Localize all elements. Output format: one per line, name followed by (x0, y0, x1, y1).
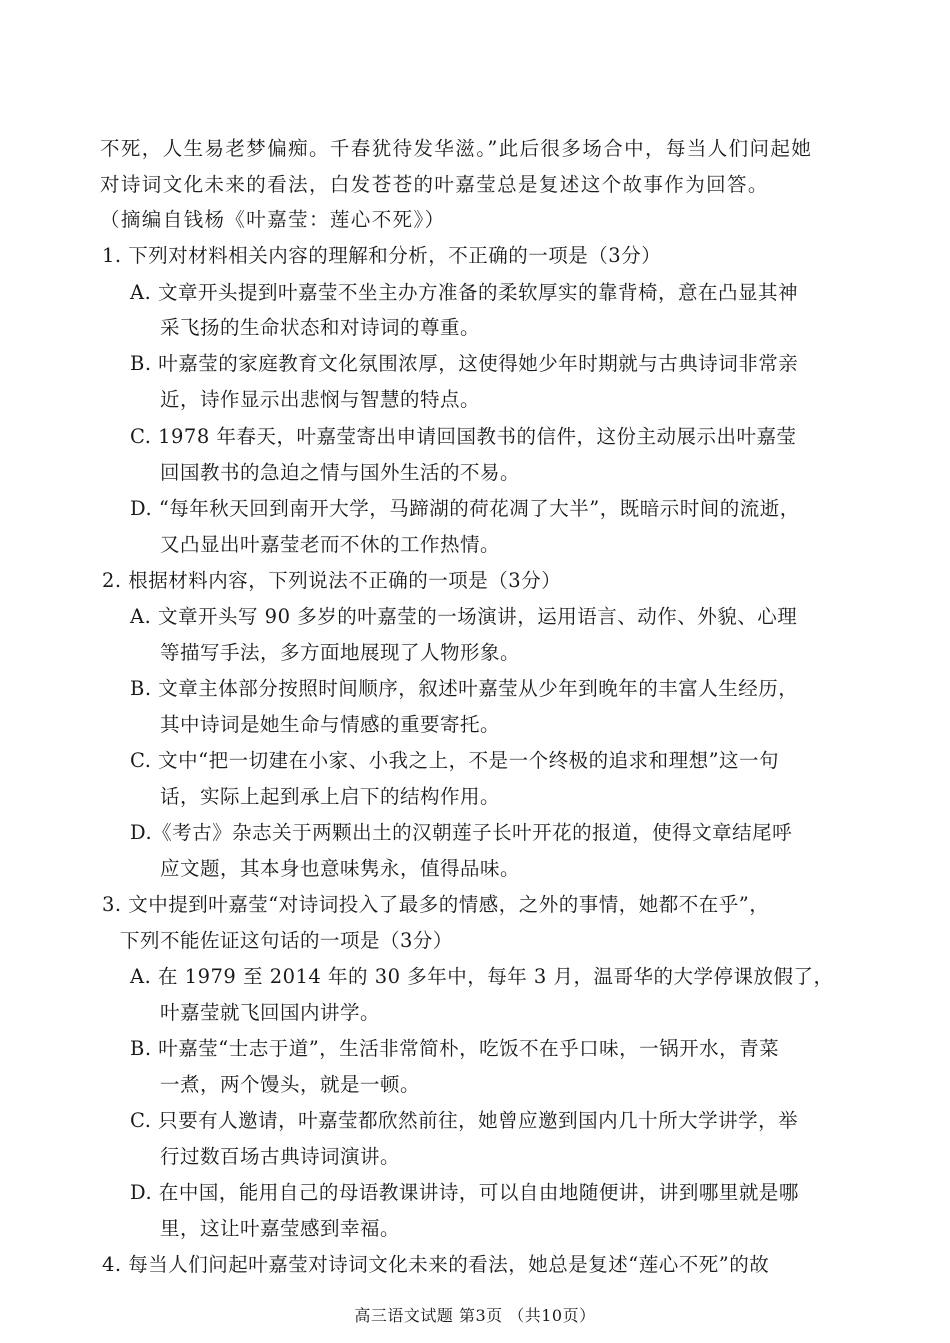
question-stem: 3. 文中提到叶嘉莹“对诗词投入了最多的情感，之外的事情，她都不在乎”， (102, 893, 770, 916)
option-line: A. 文章开头写 90 多岁的叶嘉莹的一场演讲，运用语言、动作、外貌、心理 (130, 605, 798, 628)
option-line: B. 叶嘉莹“士志于道”，生活非常简朴，吃饭不在乎口味，一锅开水，青菜 (130, 1037, 780, 1060)
option-line: D.《考古》杂志关于两颗出土的汉朝莲子长叶开花的报道，使得文章结尾呼 (130, 821, 793, 844)
question-stem: 2. 根据材料内容，下列说法不正确的一项是（3分） (102, 569, 562, 592)
option-line: 里，这让叶嘉莹感到幸福。 (160, 1217, 401, 1240)
question-stem: 1. 下列对材料相关内容的理解和分析，不正确的一项是（3分） (102, 244, 662, 267)
option-line: 其中诗词是她生命与情感的重要寄托。 (160, 713, 501, 736)
option-line: 又凸显出叶嘉莹老而不休的工作热情。 (160, 533, 501, 556)
page-footer: 高三语文试题 第3页 （共10页） (354, 1306, 596, 1325)
option-line: B. 叶嘉莹的家庭教育文化氛围浓厚，这使得她少年时期就与古典诗词非常亲 (130, 352, 799, 375)
passage-source: （摘编自钱杨《叶嘉莹：莲心不死》） (100, 208, 446, 231)
question-stem: 4. 每当人们问起叶嘉莹对诗词文化未来的看法，她总是复述“莲心不死”的故 (102, 1253, 770, 1276)
option-line: 等描写手法，多方面地展现了人物形象。 (160, 641, 521, 664)
question-stem: 下列不能佐证这句话的一项是（3分） (120, 929, 453, 952)
option-line: A. 在 1979 至 2014 年的 30 多年中，每年 3 月，温哥华的大学停课放假了， (130, 965, 834, 988)
passage-line: 不死，人生易老梦偏痴。千春犹待发华滋。”此后很多场合中，每当人们问起她 (100, 137, 813, 160)
passage-line: 对诗词文化未来的看法，白发苍苍的叶嘉莹总是复述这个故事作为回答。 (100, 173, 769, 196)
option-line: 应文题，其本身也意味隽永，值得品味。 (160, 857, 521, 880)
option-line: 一煮，两个馒头，就是一顿。 (160, 1073, 421, 1096)
option-line: A. 文章开头提到叶嘉莹不坐主办方准备的柔软厚实的靠背椅，意在凸显其神 (130, 281, 798, 304)
option-line: C. 1978 年春天，叶嘉莹寄出申请回国教书的信件，这份主动展示出叶嘉莹 (130, 425, 797, 448)
option-line: C. 只要有人邀请，叶嘉莹都欣然前往，她曾应邀到国内几十所大学讲学，举 (130, 1109, 799, 1132)
option-line: 叶嘉莹就飞回国内讲学。 (160, 1001, 381, 1024)
option-line: 行过数百场古典诗词演讲。 (160, 1145, 401, 1168)
option-line: 回国教书的急迫之情与国外生活的不易。 (160, 461, 521, 484)
option-line: 采飞扬的生命状态和对诗词的尊重。 (160, 316, 481, 339)
option-line: 话，实际上起到承上启下的结构作用。 (160, 785, 501, 808)
option-line: C. 文中“把一切建在小家、小我之上，不是一个终极的追求和理想”这一句 (130, 749, 780, 772)
option-line: D. “每年秋天回到南开大学，马蹄湖的荷花凋了大半”，既暗示时间的流逝， (130, 497, 800, 520)
option-line: 近，诗作显示出悲悯与智慧的特点。 (160, 388, 481, 411)
option-line: B. 文章主体部分按照时间顺序，叙述叶嘉莹从少年到晚年的丰富人生经历， (130, 677, 799, 700)
option-line: D. 在中国，能用自己的母语教课讲诗，可以自由地随便讲，讲到哪里就是哪 (130, 1181, 799, 1204)
